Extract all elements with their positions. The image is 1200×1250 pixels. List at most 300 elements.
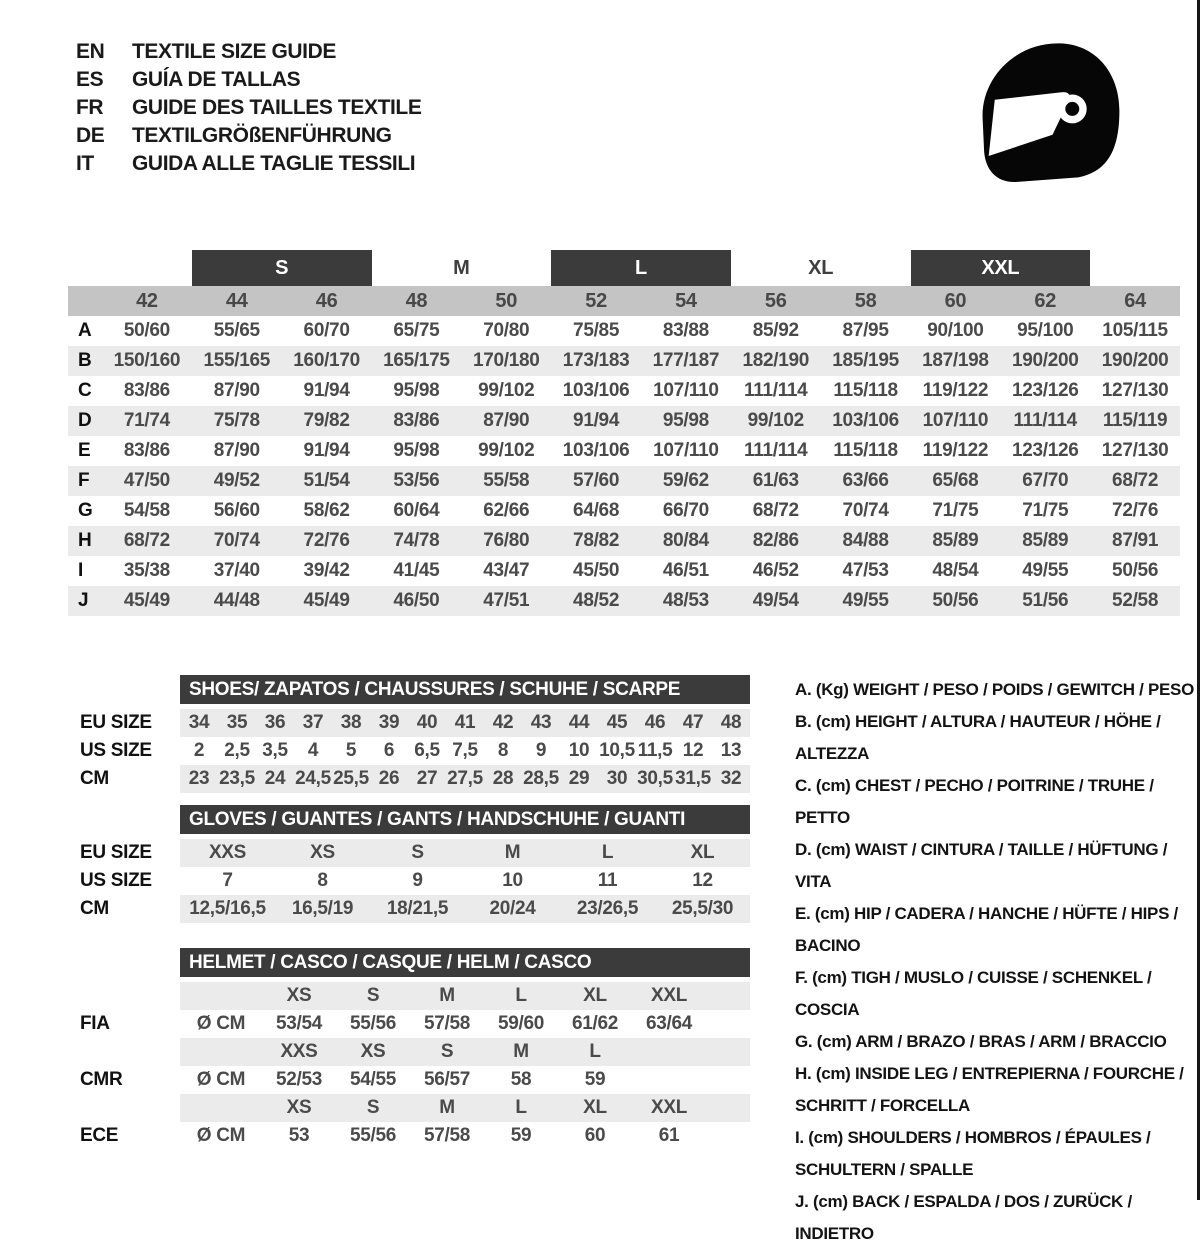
row-cells [180,1122,750,1150]
cell: 44 [568,712,590,733]
shoes-title-bar: SHOES/ ZAPATOS / CHAUSSURES / SCHUHE / SCARPE [180,675,750,704]
cell: 30 [606,768,628,789]
cell: 12,5/16,5 [189,898,266,919]
row-cells [180,709,750,737]
cell: 7,5 [452,740,478,761]
row-label: A [78,320,92,341]
cell: 87/90 [213,440,260,461]
cell: 37 [302,712,324,733]
legend-unit: (cm) [815,712,851,731]
cell: 48/54 [932,560,979,581]
cell: 48/52 [573,590,620,611]
cell: 95/98 [393,440,440,461]
cell: 52/58 [1112,590,1159,611]
numeric-size-row [68,286,1180,316]
gloves-rows [80,839,752,923]
legend-unit: (cm) [813,1192,848,1211]
cell: 177/187 [652,350,720,371]
cell: 8 [497,740,509,761]
cell: 23/26,5 [576,898,639,919]
cell: 99/102 [478,380,535,401]
cell: 190/200 [1101,350,1169,371]
size-band-m: M [453,256,470,279]
cell: 127/130 [1101,380,1169,401]
cell: 173/183 [562,350,630,371]
cell: 68/72 [752,500,799,521]
cell: 11 [597,870,618,891]
cell: 107/110 [653,380,719,401]
gloves-section [80,805,752,923]
cell: 187/198 [922,350,989,371]
cell: 61 [658,1125,680,1146]
cell: 6 [383,740,395,761]
legend-text: HIP / CADERA / HANCHE / HÜFTE / HIPS / BACINO [795,904,1178,955]
row-cells [180,765,750,793]
cell: 127/130 [1101,440,1169,461]
cell: 31,5 [675,768,711,789]
cell: 91/94 [303,440,350,461]
cell: 16,5/19 [291,898,354,919]
row-label: G [78,500,93,521]
cell: 58/62 [303,500,350,521]
cell: 107/110 [922,410,989,431]
cell: 28 [492,768,514,789]
cell: 123/126 [1011,380,1079,401]
cell: 50/56 [1112,560,1159,581]
cell: 2,5 [224,740,250,761]
cell: 74/78 [393,530,440,551]
cell: S [411,842,424,863]
cell: 39 [378,712,400,733]
cell: 119/122 [922,440,989,461]
cell: 87/90 [213,380,260,401]
row-label: H [78,530,92,551]
language-code: ES [76,68,104,91]
cell: 111/114 [1013,410,1077,431]
cell: 85/89 [1022,530,1069,551]
language-list [76,38,421,178]
cell: 24,5 [295,768,331,789]
legend-key: I. [795,1128,804,1147]
cell: 7 [222,870,233,891]
cell: 52/53 [275,1069,323,1090]
row-cells [180,895,750,923]
cell: 72/76 [303,530,350,551]
cell: 55/65 [213,320,260,341]
cell: 57/60 [573,470,620,491]
legend-key: C. [795,776,812,795]
size-cell: M [513,1041,529,1062]
shoes-row [80,737,752,765]
cell: 53/56 [393,470,440,491]
cell: 76/80 [483,530,530,551]
cell: 23 [188,768,210,789]
legend-item [795,834,1195,898]
row-cells [180,867,750,895]
legend-text: HEIGHT / ALTURA / HAUTEUR / HÖHE / ALTEZZA [795,712,1161,763]
cell: 103/106 [562,440,630,461]
size-cell: XXL [650,1097,688,1118]
numeric-size: 54 [675,289,697,312]
cell: 105/115 [1102,320,1168,341]
cell: 65/68 [932,470,979,491]
cell: 79/82 [303,410,350,431]
cell: 82/86 [752,530,799,551]
cell: 119/122 [922,380,989,401]
legend-key: H. [795,1064,812,1083]
cell: 182/190 [742,350,810,371]
shoes-row [80,765,752,793]
cell: 48/53 [662,590,709,611]
cell: 59/60 [497,1013,545,1034]
row-label: E [78,440,91,461]
cell: 87/90 [483,410,530,431]
cell: M [504,842,521,863]
cell: 47/50 [123,470,170,491]
cell: 29 [568,768,590,789]
cell: 59/62 [662,470,709,491]
legend-text: SHOULDERS / HOMBROS / ÉPAULES / SCHULTERN / SPALLE [795,1128,1151,1179]
size-band-xl: XL [808,256,834,279]
row-label: J [78,590,89,611]
cell: 68/72 [123,530,170,551]
cell: 50/56 [932,590,979,611]
cell: 80/84 [662,530,709,551]
cell: 170/180 [472,350,540,371]
legend-text: BACK / ESPALDA / DOS / ZURÜCK / INDIETRO [795,1192,1132,1243]
cell: 91/94 [573,410,620,431]
cell: 57/58 [423,1125,471,1146]
legend-text: INSIDE LEG / ENTREPIERNA / FOURCHE / SCHRITT / FORCELLA [795,1064,1184,1115]
cell: 18/21,5 [386,898,449,919]
gloves-title-bar: GLOVES / GUANTES / GANTS / HANDSCHUHE / GUANTI [180,805,750,834]
legend-key: A. [795,680,812,699]
legend-key: F. [795,968,808,987]
row-cells [180,1066,750,1094]
row-label: B [78,350,92,371]
helmet-sizes-row [80,982,752,1010]
cell: 75/85 [573,320,620,341]
language-title: TEXTILGRÖßENFÜHRUNG [132,124,392,147]
cell: 10,5 [599,740,635,761]
cell: 107/110 [653,440,719,461]
cell: 47/53 [842,560,889,581]
helmet-values-row [80,1122,752,1150]
cell: 51/54 [303,470,350,491]
language-code: DE [76,124,105,147]
cell: 55/56 [349,1013,397,1034]
helmet-sizes-row [80,1094,752,1122]
cell: 38 [340,712,362,733]
legend-unit: (cm) [816,1032,852,1051]
cell: 60/64 [393,500,440,521]
legend-text: CHEST / PECHO / POITRINE / TRUHE / PETTO [795,776,1154,827]
cell: 72/76 [1112,500,1159,521]
row-label: D [78,410,92,431]
cell: 71/75 [932,500,979,521]
cell: 54/58 [123,500,170,521]
cell: 53/54 [275,1013,323,1034]
cell: 95/98 [393,380,440,401]
cell: 63/66 [842,470,889,491]
cell: 71/74 [123,410,170,431]
cell: 49/55 [842,590,889,611]
cell: 71/75 [1022,500,1069,521]
cell: 42 [492,712,514,733]
size-cell: M [439,1097,455,1118]
cell: 50/60 [123,320,170,341]
legend-item [795,1058,1195,1122]
cell: 25,5 [333,768,369,789]
cell: 103/106 [562,380,630,401]
cell: 53 [288,1125,310,1146]
gloves-row [80,867,752,895]
row-label [80,1094,180,1122]
size-band-row [68,250,1180,286]
cell: 45/50 [573,560,620,581]
legend-unit: (cm) [815,776,851,795]
cell: 35 [226,712,248,733]
cell: 5 [345,740,357,761]
numeric-size: 60 [944,289,967,312]
cell: 43/47 [483,560,530,581]
legend-item [795,1186,1195,1250]
row-label: C [78,380,92,401]
cell: 49/54 [752,590,799,611]
numeric-size: 62 [1034,289,1057,312]
table-row [68,316,1180,346]
cell: L [601,842,614,863]
legend-item [795,1122,1195,1186]
cell: 4 [307,740,319,761]
shoes-row [80,709,752,737]
cell: 8 [317,870,328,891]
row-label: US SIZE [80,870,152,891]
cell: 43 [530,712,552,733]
cell: 155/165 [203,350,271,371]
numeric-size: 44 [225,289,248,312]
cell: 11,5 [637,740,673,761]
helmet-values-row [80,1066,752,1094]
cell: 55/58 [483,470,530,491]
cell: 9 [412,870,423,891]
size-cell: L [515,985,527,1006]
language-code: FR [76,96,104,119]
row-label: F [78,470,90,491]
gloves-row [80,895,752,923]
cell: 91/94 [303,380,350,401]
row-label: CMR [80,1069,123,1090]
table-row [68,376,1180,406]
cell: 54/55 [349,1069,397,1090]
cell: 111/114 [744,440,808,461]
numeric-size: 50 [495,289,518,312]
cell: 45/49 [303,590,350,611]
cell: 59 [584,1069,606,1090]
row-label: EU SIZE [80,712,152,733]
cell: 2 [193,740,205,761]
cell: 84/88 [842,530,889,551]
cell: 70/80 [483,320,530,341]
cell: 190/200 [1011,350,1079,371]
cell: 10 [502,870,523,891]
legend-unit: (cm) [815,1064,851,1083]
size-cell: XL [583,1097,607,1118]
legend-key: D. [795,840,812,859]
row-cells [180,1038,750,1066]
cell: 66/70 [662,500,709,521]
numeric-size: 48 [405,289,428,312]
numeric-size: 42 [136,289,158,312]
language-row [76,66,421,94]
table-row [68,346,1180,376]
row-label [80,1038,180,1066]
size-cell: L [589,1041,601,1062]
cell: 56/57 [423,1069,471,1090]
legend-unit: (cm) [808,1128,843,1147]
cell: 9 [535,740,547,761]
cell: 55/56 [349,1125,397,1146]
cell: 83/86 [123,380,170,401]
row-cells [180,737,750,765]
cell: 99/102 [747,410,804,431]
size-cell: XS [360,1041,386,1062]
size-cell: XS [286,1097,312,1118]
numeric-size: 56 [764,289,787,312]
table-row [68,436,1180,466]
cell: 28,5 [523,768,559,789]
legend-unit: (Kg) [815,680,849,699]
cell: 64/68 [573,500,620,521]
cell: 10 [568,740,590,761]
table-row [68,406,1180,436]
cell: 47/51 [483,590,530,611]
legend-unit: (cm) [812,968,847,987]
size-cell: S [366,985,380,1006]
helmet-sizes-row [80,1038,752,1066]
row-label: CM [80,768,109,789]
measurement-legend [795,674,1195,1250]
cell: 75/78 [213,410,260,431]
cell: 70/74 [842,500,889,521]
cell: 32 [720,768,742,789]
shoes-section [80,675,752,793]
language-row [76,38,421,66]
cell: 27,5 [447,768,483,789]
cell: 47 [682,712,704,733]
helmet-values-row [80,1010,752,1038]
cell: 85/92 [752,320,799,341]
legend-text: TIGH / MUSLO / CUISSE / SCHENKEL / COSCIA [795,968,1152,1019]
cell: 68/72 [1112,470,1159,491]
helmet-title-bar: HELMET / CASCO / CASQUE / HELM / CASCO [180,948,750,977]
size-cell: L [515,1097,527,1118]
table-row [68,586,1180,616]
cell: 36 [264,712,286,733]
legend-unit: (cm) [814,904,850,923]
cell: 45/49 [123,590,170,611]
cell: 25,5/30 [671,898,734,919]
cell: 61/63 [752,470,799,491]
size-cell: XL [583,985,607,1006]
cell: 13 [720,740,742,761]
cell: 46/50 [393,590,440,611]
legend-text: ARM / BRAZO / BRAS / ARM / BRACCIO [855,1032,1167,1051]
shoes-rows [80,709,752,793]
legend-key: E. [795,904,811,923]
cell: 3,5 [262,740,288,761]
row-label [80,982,180,1010]
cell: 115/118 [833,380,898,401]
size-cell: XXS [280,1041,318,1062]
cell: 65/75 [393,320,440,341]
size-band-xxl: XXL [911,250,1091,286]
cell: 160/170 [293,350,360,371]
cell: 83/86 [393,410,440,431]
table-row [68,466,1180,496]
numeric-size: 58 [854,289,877,312]
legend-item [795,706,1195,770]
size-cell: XXL [650,985,688,1006]
cell: 24 [264,768,286,789]
cell: 58 [510,1069,532,1090]
legend-key: J. [795,1192,809,1211]
cell: 44/48 [213,590,260,611]
legend-unit: (cm) [815,840,851,859]
cell: 40 [416,712,438,733]
gloves-row [80,839,752,867]
legend-item [795,674,1195,706]
cell: 60 [584,1125,606,1146]
row-label: I [78,560,83,581]
language-title: TEXTILE SIZE GUIDE [132,40,336,63]
cell: 39/42 [303,560,350,581]
cell: 37/40 [213,560,260,581]
legend-key: B. [795,712,812,731]
cell: 90/100 [927,320,984,341]
cell: 85/89 [932,530,979,551]
size-band-s: S [192,250,372,286]
cell: 61/62 [571,1013,619,1034]
legend-item [795,770,1195,834]
cell: 41/45 [393,560,440,581]
cell: 62/66 [483,500,530,521]
language-code: IT [76,152,94,175]
cell: 57/58 [423,1013,471,1034]
numeric-size: 64 [1124,289,1146,312]
cell: 123/126 [1011,440,1079,461]
helmet-section [80,948,752,1150]
cell: 46/52 [752,560,799,581]
legend-key: G. [795,1032,813,1051]
legend-item [795,962,1195,1026]
row-cells [180,1010,750,1038]
measurement-rows [68,316,1180,616]
cell: 34 [188,712,210,733]
cell: 59 [510,1125,532,1146]
row-label: CM [80,898,109,919]
cell: 165/175 [383,350,450,371]
cell: 63/64 [645,1013,693,1034]
cell: 23,5 [219,768,255,789]
cell: 60/70 [303,320,350,341]
language-code: EN [76,40,105,63]
cell: 95/98 [662,410,709,431]
legend-item [795,1026,1195,1058]
row-cells [180,1094,750,1122]
cell: 30,5 [637,768,673,789]
cell: XS [310,842,335,863]
